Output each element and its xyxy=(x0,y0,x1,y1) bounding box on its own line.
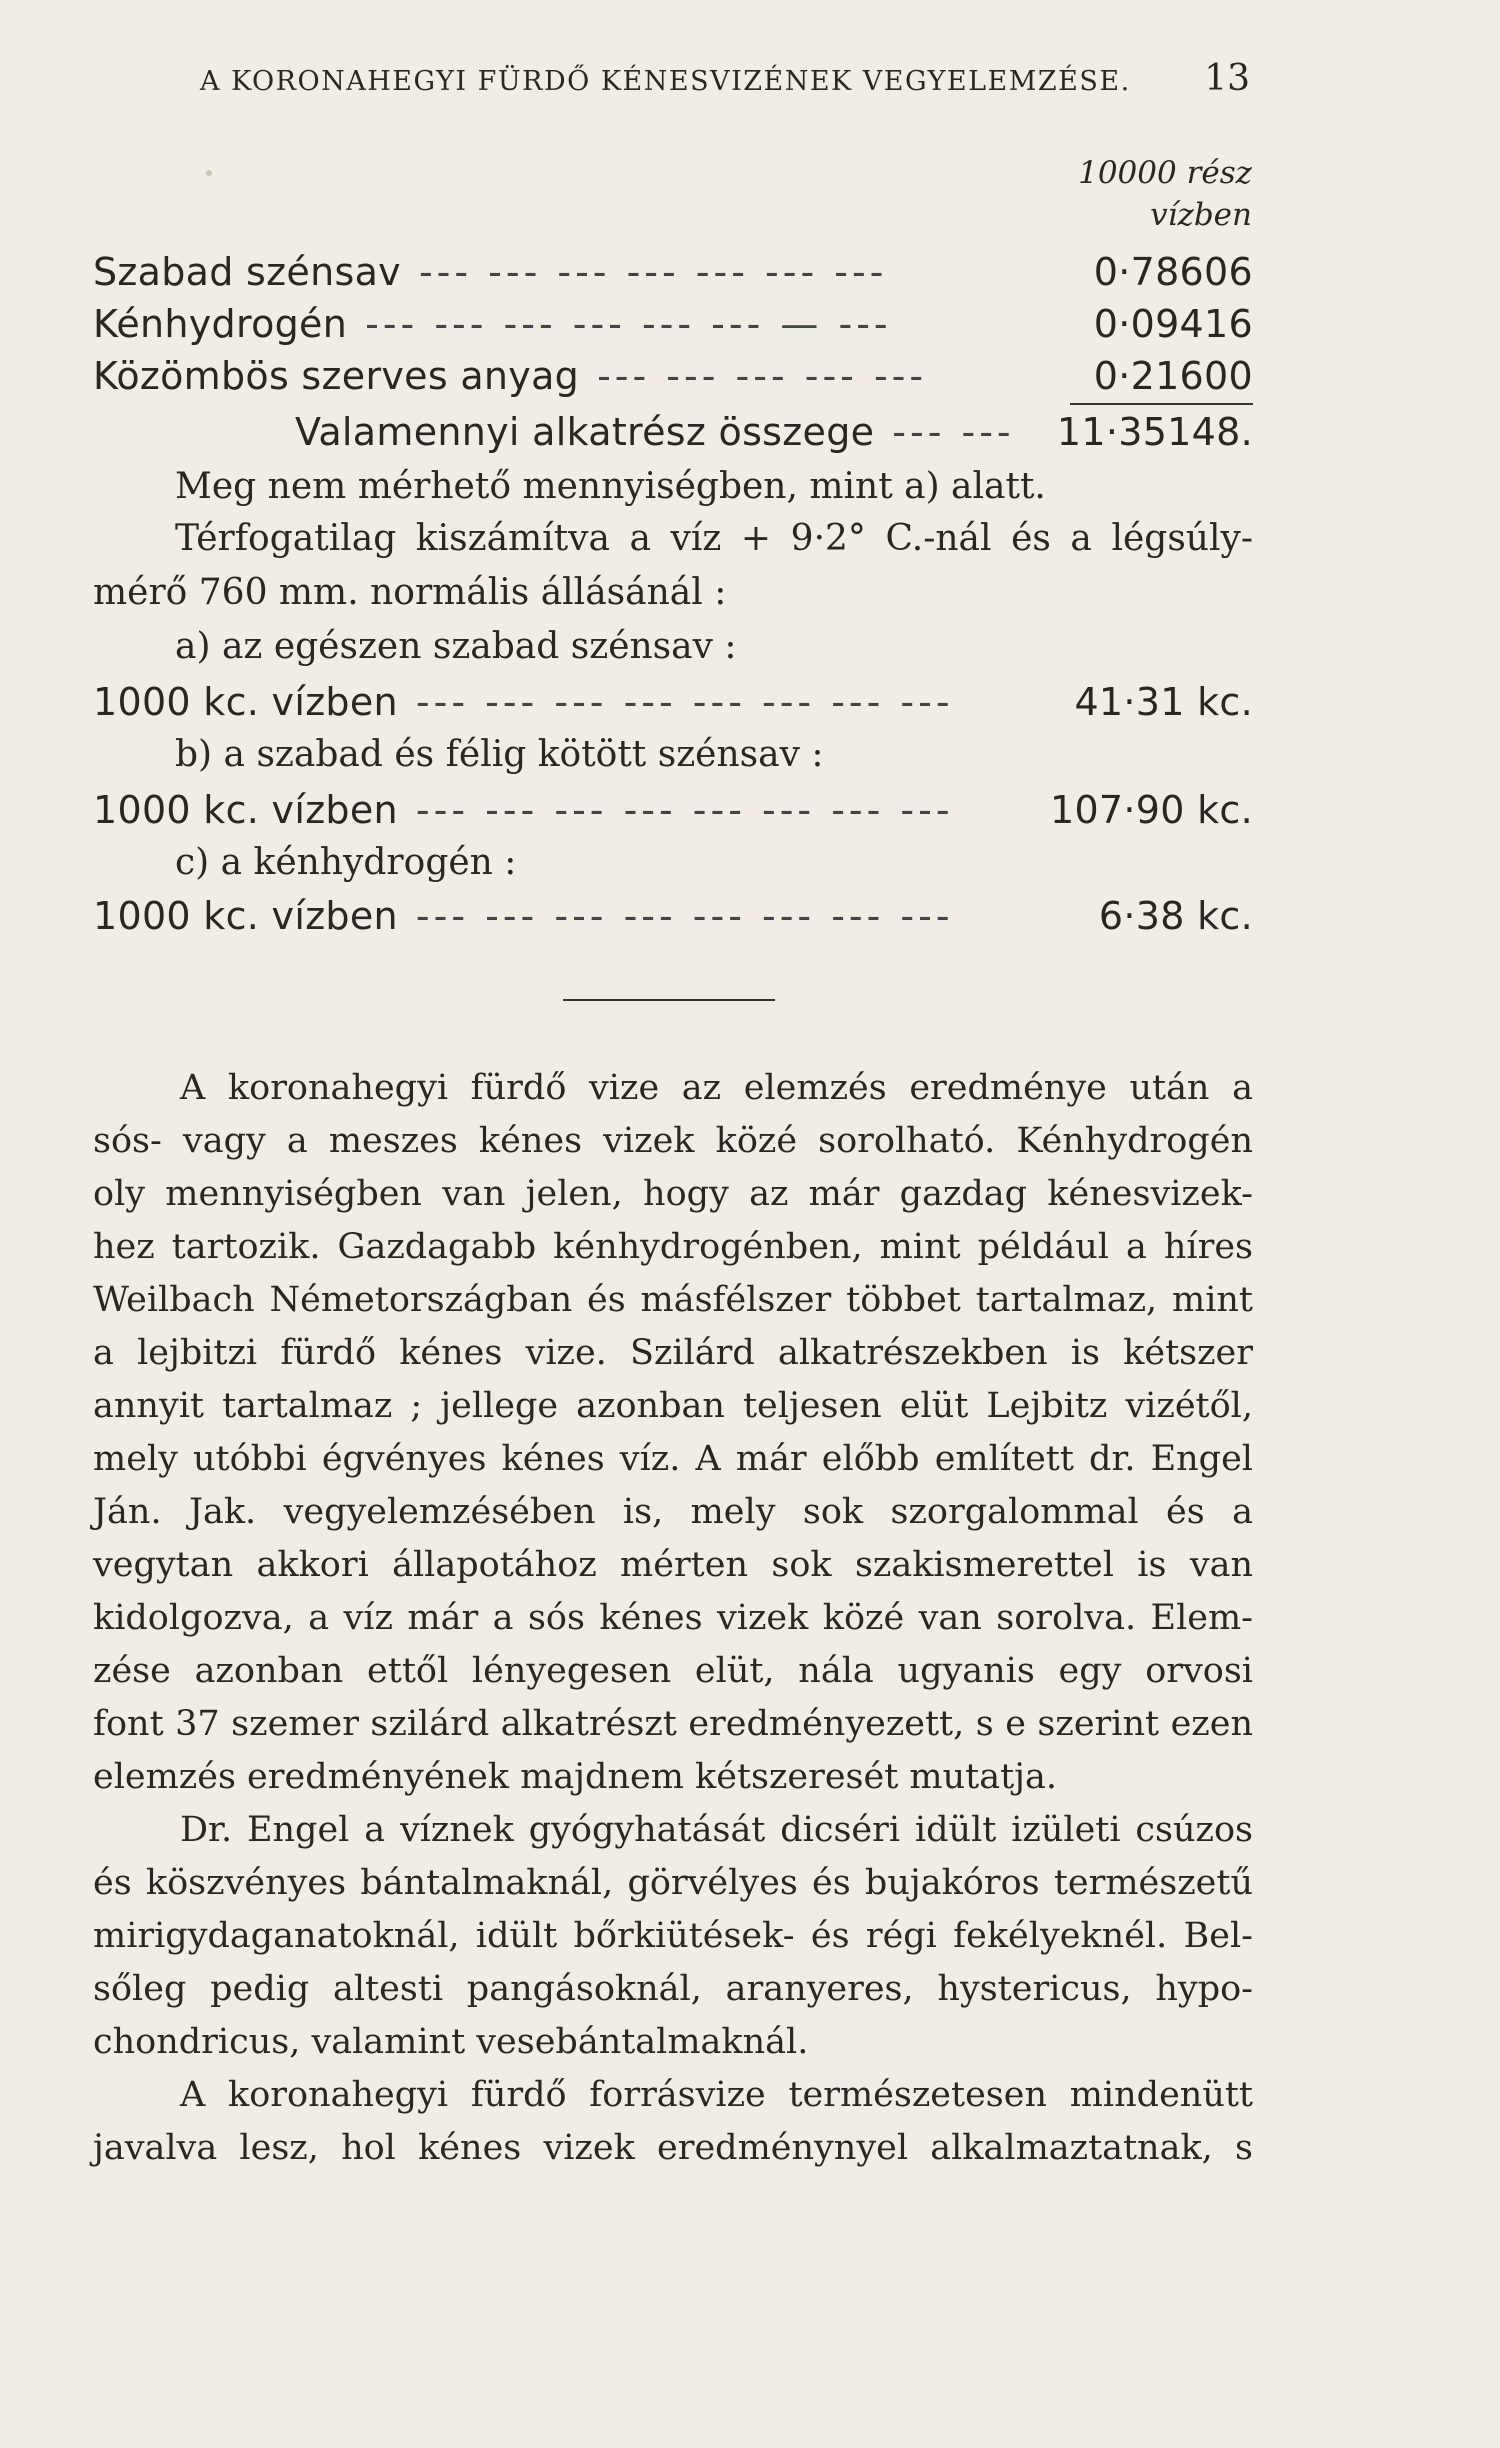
row-label: Kénhydrogén xyxy=(93,302,348,346)
row-label: Szabad szénsav xyxy=(93,250,401,294)
row-value: 0·21600 xyxy=(1093,354,1253,398)
dot-leader: --- --- --- --- --- --- --- --- xyxy=(415,788,954,832)
body-line: chondricus, valamint vesebántalmaknál. xyxy=(93,2022,809,2062)
body-line: hez tartozik. Gazdagabb kénhydrogénben, mint például a híres xyxy=(93,1227,1253,1267)
total-row xyxy=(295,410,1253,454)
body-line: vegytan akkori állapotához mérten sok szakismerettel is van xyxy=(93,1545,1253,1585)
table-row xyxy=(93,354,1253,398)
page-number: 13 xyxy=(1204,58,1250,99)
row-value: 0·78606 xyxy=(1093,250,1253,294)
note-line: mérő 760 mm. normális állásánál : xyxy=(93,572,727,613)
total-value: 11·35148. xyxy=(1056,410,1253,454)
sum-rule xyxy=(1070,403,1253,405)
row-value: 107·90 kc. xyxy=(1049,788,1253,832)
running-header xyxy=(200,58,1250,99)
body-line: sós- vagy a meszes kénes vizek közé sorolható. Kénhydrogén xyxy=(93,1121,1253,1161)
body-line: sőleg pedig altesti pangásoknál, aranyeres, hystericus, hypo- xyxy=(93,1969,1253,2009)
row-label: 1000 kc. vízben xyxy=(93,894,398,938)
dot-leader: --- --- --- --- --- --- --- --- xyxy=(415,680,954,724)
dot-leader: --- --- --- --- --- --- --- xyxy=(418,250,888,294)
dot-leader: --- --- xyxy=(892,410,1015,454)
row-value: 6·38 kc. xyxy=(1098,894,1253,938)
body-line: Weilbach Németországban és másfélszer többet tartalmaz, mint xyxy=(93,1280,1253,1320)
body-line: Dr. Engel a víznek gyógyhatását dicséri idült izületi csúzos xyxy=(180,1810,1253,1850)
row-label: 1000 kc. vízben xyxy=(93,680,398,724)
body-line: font 37 szemer szilárd alkatrészt eredményezett, s e szerint ezen xyxy=(93,1704,1253,1744)
dot-leader: --- --- --- --- --- --- --- --- xyxy=(415,894,954,938)
body-line: oly mennyiségben van jelen, hogy az már gazdag kénesvizek- xyxy=(93,1174,1253,1214)
table-row xyxy=(93,250,1253,294)
row-label: 1000 kc. vízben xyxy=(93,788,398,832)
item-a-label: a) az egészen szabad szénsav : xyxy=(175,626,737,667)
body-line: javalva lesz, hol kénes vizek eredménynyel alkalmaztatnak, s xyxy=(93,2128,1253,2168)
dot-leader: --- --- --- --- --- xyxy=(597,354,928,398)
body-line: A koronahegyi fürdő forrásvize természetesen mindenütt xyxy=(180,2075,1253,2115)
note-line: Térfogatilag kiszámítva a víz + 9·2° C.-nál és a légsúly- xyxy=(175,518,1253,559)
dot-leader: --- --- --- --- --- --- — --- xyxy=(365,302,892,346)
unit-label-line1: 10000 rész xyxy=(1078,155,1252,191)
body-line: zése azonban ettől lényegesen elüt, nála ugyanis egy orvosi xyxy=(93,1651,1253,1691)
item-a-row xyxy=(93,680,1253,724)
table-row xyxy=(93,302,1253,346)
item-c-label: c) a kénhydrogén : xyxy=(175,842,517,883)
body-line: mely utóbbi égvényes kénes víz. A már előbb említett dr. Engel xyxy=(93,1439,1253,1479)
note-line: Meg nem mérhető mennyiségben, mint a) alatt. xyxy=(175,466,1046,507)
body-line: A koronahegyi fürdő vize az elemzés eredménye után a xyxy=(180,1068,1253,1108)
running-title: A KORONAHEGYI FÜRDŐ KÉNESVIZÉNEK VEGYELEMZÉSE. xyxy=(200,66,1131,97)
section-separator xyxy=(563,999,775,1001)
body-line: a lejbitzi fürdő kénes vize. Szilárd alkatrészekben is kétszer xyxy=(93,1333,1253,1373)
row-value: 41·31 kc. xyxy=(1074,680,1253,724)
body-line: annyit tartalmaz ; jellege azonban teljesen elüt Lejbitz vizétől, xyxy=(93,1386,1253,1426)
item-c-row xyxy=(93,894,1253,938)
item-b-label: b) a szabad és félig kötött szénsav : xyxy=(175,734,824,775)
item-b-row xyxy=(93,788,1253,832)
body-line: elemzés eredményének majdnem kétszeresét mutatja. xyxy=(93,1757,1057,1797)
body-line: Ján. Jak. vegyelemzésében is, mely sok szorgalommal és a xyxy=(93,1492,1253,1532)
body-line: mirigydaganatoknál, idült bőrkiütések- és régi fekélyeknél. Bel- xyxy=(93,1916,1253,1956)
ink-spot xyxy=(206,170,212,176)
row-label: Közömbös szerves anyag xyxy=(93,354,580,398)
total-label: Valamennyi alkatrész összege xyxy=(295,410,875,454)
row-value: 0·09416 xyxy=(1093,302,1253,346)
body-line: kidolgozva, a víz már a sós kénes vizek közé van sorolva. Elem- xyxy=(93,1598,1253,1638)
unit-label-line2: vízben xyxy=(1150,197,1252,233)
body-line: és köszvényes bántalmaknál, görvélyes és bujakóros természetű xyxy=(93,1863,1253,1903)
